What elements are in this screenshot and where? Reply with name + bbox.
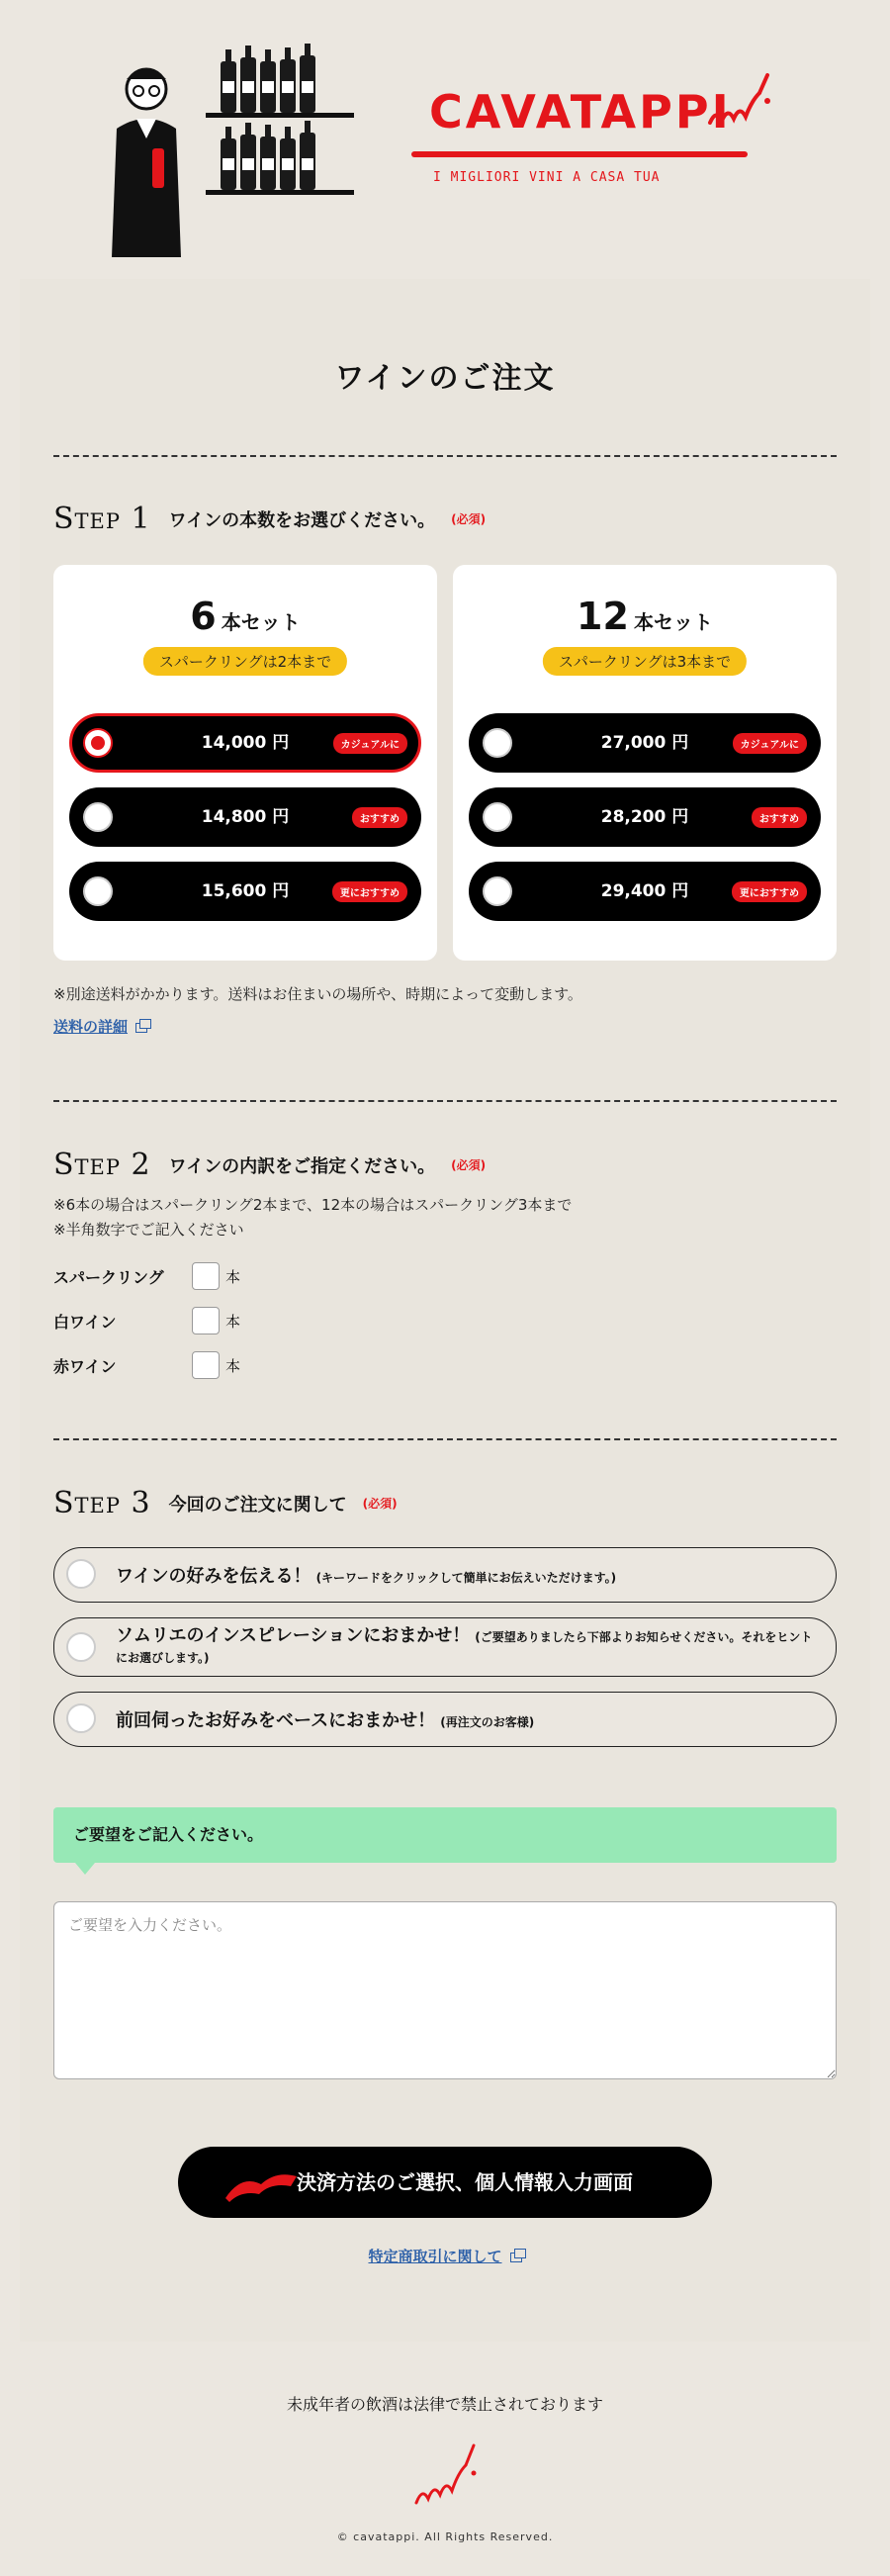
corkscrew-icon [702, 63, 771, 133]
choice-previous-preference[interactable] [53, 1692, 837, 1747]
choice-text [116, 1562, 822, 1588]
qty-row-white [53, 1307, 240, 1334]
radio-button[interactable] [66, 1559, 96, 1589]
choice-main-label: ソムリエのインスピレーションにおまかせ！ [116, 1625, 471, 1646]
price-option-28200[interactable] [469, 787, 821, 847]
copyright: © cavatappi. All Rights Reserved. [336, 2530, 554, 2543]
choice-sub-label: (再注文のお客様) [440, 1715, 535, 1729]
step1-required: (必須) [451, 512, 487, 526]
step2-note-limit: ※6本の場合はスパークリング2本まで、12本の場合はスパークリング3本まで [53, 1196, 573, 1214]
request-heading: ご要望をご記入ください。 [73, 1825, 264, 1844]
qty-unit: 本 [225, 1356, 241, 1375]
step1-title: ワインの本数をお選びください。 [168, 509, 436, 531]
underage-drinking-notice: 未成年者の飲酒は法律で禁止されております [286, 2395, 603, 2414]
price-label: 29,400 円 [600, 881, 689, 901]
radio-button[interactable] [66, 1703, 96, 1733]
sommelier-illustration [87, 40, 384, 257]
set-card-12 [453, 565, 837, 961]
page-title: ワインのご注文 [334, 361, 556, 396]
brand-name: CAVATAPPI [429, 85, 732, 138]
proceed-payment-button[interactable] [178, 2147, 712, 2218]
brand-tagline: I MIGLIORI VINI A CASA TUA [433, 170, 661, 185]
price-label: 14,000 円 [201, 733, 290, 753]
set-number: 6 [190, 595, 217, 638]
option-tag: 更におすすめ [332, 881, 407, 902]
step3-required: (必須) [362, 1497, 398, 1511]
step3-title: 今回のご注文に関して [168, 1494, 347, 1516]
qty-label: 赤ワイン [53, 1356, 117, 1376]
shipping-note: ※別途送料がかかります。送料はお住まいの場所や、時期によって変動します。 [53, 985, 582, 1003]
external-link-icon [135, 1023, 147, 1033]
price-option-15600[interactable] [69, 862, 421, 921]
qty-unit: 本 [225, 1267, 241, 1286]
step2-header [53, 1148, 486, 1182]
choice-sub-label: (ご要望ありましたら下部よりお知らせください。それをヒントにお選びします。) [116, 1630, 813, 1665]
step3-header [53, 1486, 398, 1520]
choice-text [116, 1626, 822, 1668]
price-label: 28,200 円 [600, 807, 689, 827]
choice-main-label: ワインの好みを伝える！ [116, 1566, 312, 1587]
shipping-details-link[interactable] [53, 1016, 147, 1037]
white-wine-qty-input[interactable] [192, 1307, 220, 1334]
choice-tell-preference[interactable] [53, 1547, 837, 1603]
choice-main-label: 前回伺ったお好みをベースにおまかせ！ [116, 1710, 436, 1731]
brand-underline [411, 151, 748, 157]
header [0, 0, 890, 259]
option-tag: おすすめ [352, 807, 407, 828]
corkscrew-logo-icon [410, 2432, 480, 2511]
red-wine-qty-input[interactable] [192, 1351, 220, 1379]
option-tag: 更におすすめ [732, 881, 807, 902]
price-label: 27,000 円 [600, 733, 689, 753]
proceed-payment-label: 決済方法のご選択、個人情報入力画面 [297, 2170, 633, 2194]
legal-notice-label: 特定商取引に関して [368, 2248, 502, 2265]
step2-label: Step 2 [53, 1148, 151, 1182]
qty-label: スパークリング [53, 1267, 164, 1287]
set-unit: 本セット [221, 610, 301, 634]
qty-row-sparkling [53, 1262, 240, 1290]
divider [53, 1438, 837, 1440]
shipping-details-label: 送料の詳細 [53, 1018, 129, 1036]
external-link-icon [510, 2253, 522, 2262]
set-number: 12 [577, 595, 629, 638]
price-option-27000[interactable] [469, 713, 821, 773]
divider [53, 1100, 837, 1102]
set-heading [53, 595, 437, 638]
step2-title: ワインの内訳をご指定ください。 [168, 1155, 436, 1177]
price-option-14800[interactable] [69, 787, 421, 847]
step2-note-digits: ※半角数字でご記入ください [53, 1221, 244, 1239]
price-option-29400[interactable] [469, 862, 821, 921]
price-label: 14,800 円 [201, 807, 290, 827]
choice-text [116, 1706, 822, 1732]
option-tag: カジュアルに [333, 733, 407, 754]
sparkling-qty-input[interactable] [192, 1262, 220, 1290]
brand-logo[interactable] [405, 79, 761, 198]
set-heading [453, 595, 837, 638]
price-label: 15,600 円 [201, 881, 290, 901]
qty-label: 白ワイン [53, 1312, 117, 1332]
qty-unit: 本 [225, 1312, 241, 1331]
request-textarea[interactable] [53, 1901, 837, 2079]
price-option-14000[interactable] [69, 713, 421, 773]
set-unit: 本セット [633, 610, 713, 634]
step3-label: Step 3 [53, 1486, 151, 1520]
request-heading-bubble [53, 1807, 837, 1863]
step2-required: (必須) [451, 1158, 487, 1172]
divider [53, 455, 837, 457]
option-tag: カジュアルに [733, 733, 807, 754]
step1-label: Step 1 [53, 502, 151, 536]
sparkling-limit-badge: スパークリングは3本まで [543, 647, 747, 676]
sparkling-limit-badge: スパークリングは2本まで [143, 647, 347, 676]
legal-notice-link[interactable] [20, 2246, 870, 2266]
option-tag: おすすめ [752, 807, 807, 828]
qty-row-red [53, 1351, 240, 1379]
choice-sub-label: (キーワードをクリックして簡単にお伝えいただけます。) [315, 1571, 617, 1585]
choice-sommelier-inspiration[interactable] [53, 1617, 837, 1677]
step1-header [53, 502, 486, 536]
radio-button[interactable] [66, 1632, 96, 1662]
order-panel [20, 279, 870, 2342]
set-card-6 [53, 565, 437, 961]
